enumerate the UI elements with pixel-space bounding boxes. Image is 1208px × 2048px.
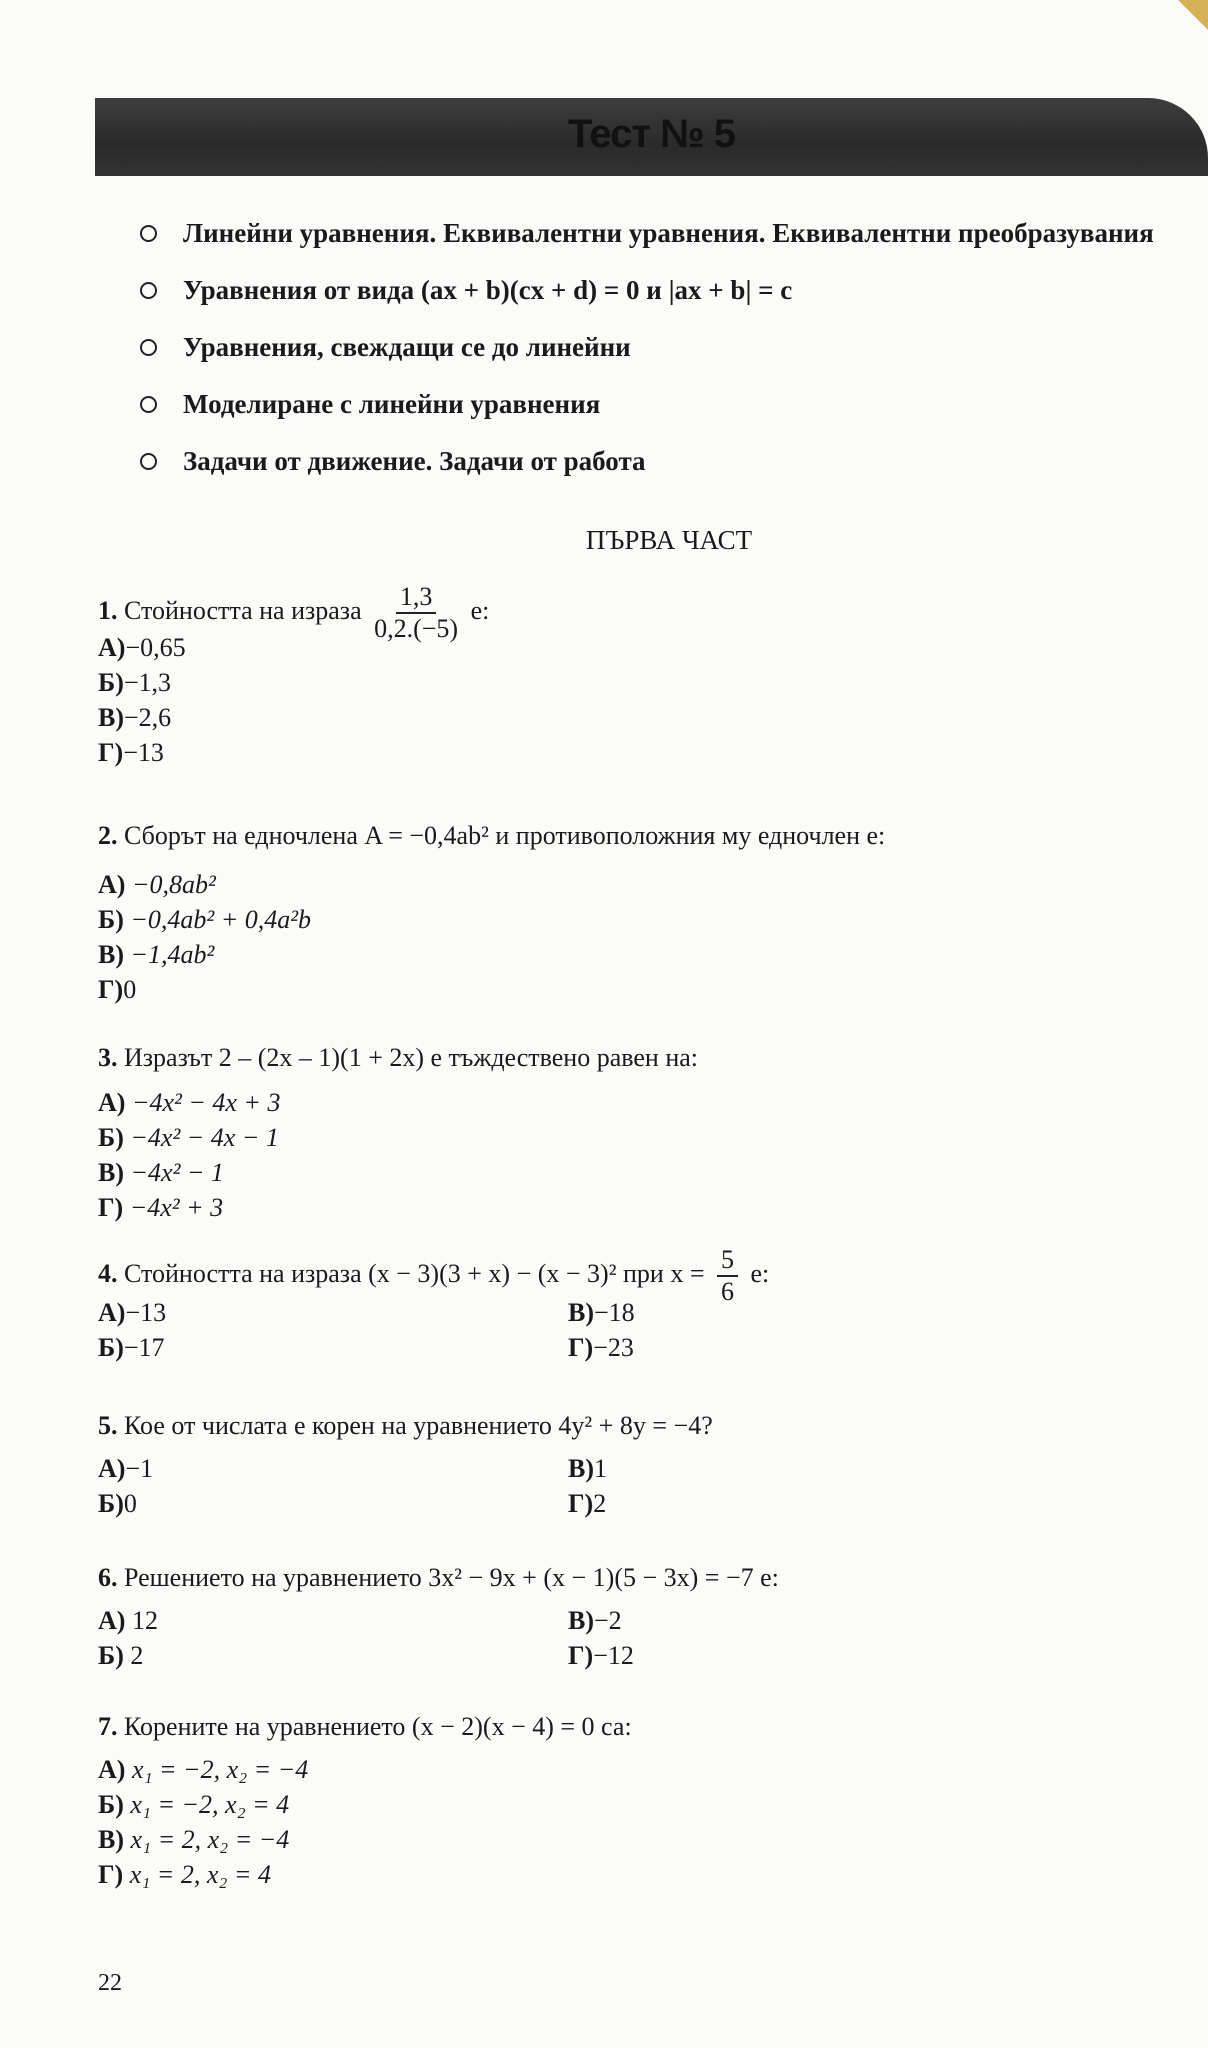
- topic-text: Уравнения от вида (ax + b)(cx + d) = 0 и |ax + b| = c: [183, 275, 793, 305]
- option-letter: Г): [568, 1489, 594, 1518]
- answer-option[interactable]: [98, 1822, 632, 1857]
- question-6: [98, 1560, 779, 1673]
- answer-option[interactable]: [98, 1451, 568, 1486]
- option-letter: Г): [568, 1333, 594, 1362]
- option-text: −4x² − 1: [130, 1158, 224, 1187]
- option-letter: Б): [98, 1333, 124, 1362]
- question-number: 7.: [98, 1712, 118, 1741]
- option-text: x₁ = 2, x₂ = −4: [130, 1825, 290, 1854]
- page-number: 22: [98, 1970, 122, 1996]
- answer-option[interactable]: [98, 1857, 632, 1892]
- part-title: ПЪРВА ЧАСТ: [585, 525, 753, 555]
- option-text: −2: [594, 1606, 622, 1635]
- option-text: x₁ = −2, x₂ = 4: [130, 1790, 290, 1819]
- answer-option[interactable]: [98, 1330, 568, 1365]
- circle-bullet-icon: [140, 396, 157, 413]
- option-text: −0,4ab² + 0,4a²b: [130, 905, 312, 934]
- option-text: −17: [123, 1333, 165, 1362]
- answer-option[interactable]: [98, 1752, 632, 1787]
- option-letter: В): [98, 1158, 124, 1187]
- question-5: [98, 1408, 768, 1521]
- option-text: x₁ = −2, x₂ = −4: [131, 1755, 309, 1784]
- answer-option[interactable]: [98, 700, 489, 735]
- answer-option[interactable]: [98, 1120, 698, 1155]
- answer-option[interactable]: [98, 1638, 568, 1673]
- question-7: [98, 1709, 632, 1892]
- question-stem-end: е:: [470, 595, 490, 625]
- circle-bullet-icon: [140, 453, 157, 470]
- answer-option[interactable]: [98, 1486, 568, 1521]
- test-title: Тест № 5: [567, 112, 736, 156]
- question-stem: Сборът на едночлена A = −0,4ab² и противоположния му едночлен е:: [124, 821, 886, 850]
- fraction: [374, 582, 458, 644]
- option-letter: А): [98, 1298, 126, 1327]
- fraction-numerator: 1,3: [396, 582, 437, 614]
- answer-option[interactable]: [98, 1787, 632, 1822]
- option-text: −4x² + 3: [129, 1193, 224, 1222]
- answer-option[interactable]: [568, 1451, 768, 1486]
- option-text: −2,6: [124, 703, 172, 732]
- option-letter: В): [98, 940, 124, 969]
- topic-item: [140, 376, 1154, 433]
- option-text: 1: [594, 1454, 607, 1483]
- question-stem: Кое от числата е корен на уравнението 4y² + 8y = −4?: [124, 1411, 713, 1440]
- option-letter: А): [98, 1755, 126, 1784]
- option-text: −4x² − 4x + 3: [131, 1088, 281, 1117]
- answer-option[interactable]: [568, 1330, 768, 1365]
- topic-item: [140, 262, 1154, 319]
- question-stem: Решението на уравнението 3x² − 9x + (x − 1)(5 − 3x) = −7 е:: [124, 1563, 779, 1592]
- topic-item: [140, 205, 1154, 262]
- option-letter: А): [98, 633, 126, 662]
- answer-option[interactable]: [98, 665, 489, 700]
- option-text: −1,4ab²: [130, 940, 215, 969]
- topic-text: Уравнения, свеждащи се до линейни: [183, 332, 631, 362]
- option-text: −4x² − 4x − 1: [130, 1123, 279, 1152]
- answer-option[interactable]: [98, 937, 885, 972]
- option-text: −0,65: [125, 633, 186, 662]
- test-header-bar: [95, 98, 1208, 176]
- option-text: −13: [125, 1298, 167, 1327]
- topic-text: Линейни уравнения. Еквивалентни уравнения. Еквивалентни преобразувания: [183, 218, 1154, 248]
- topic-item: [140, 319, 1154, 376]
- option-text: 2: [593, 1489, 607, 1518]
- option-text: −1: [125, 1454, 154, 1483]
- answer-option[interactable]: [568, 1638, 768, 1673]
- option-letter: Г): [568, 1641, 594, 1670]
- question-number: 4.: [98, 1258, 118, 1288]
- option-text: −13: [123, 738, 164, 767]
- answer-option[interactable]: [98, 1603, 568, 1638]
- option-letter: А): [98, 1088, 126, 1117]
- option-letter: Б): [98, 668, 124, 697]
- option-letter: А): [98, 1454, 126, 1483]
- question-stem-end: е:: [750, 1258, 770, 1288]
- fraction-numerator: 5: [717, 1245, 738, 1277]
- question-number: 1.: [98, 595, 118, 625]
- question-number: 3.: [98, 1043, 118, 1072]
- option-letter: Б): [98, 1489, 124, 1518]
- answer-option[interactable]: [98, 1190, 698, 1225]
- topic-text: Задачи от движение. Задачи от работа: [183, 446, 646, 476]
- topics-list: [140, 205, 1154, 490]
- answer-option[interactable]: [98, 735, 489, 770]
- option-letter: В): [568, 1298, 594, 1327]
- circle-bullet-icon: [140, 225, 157, 242]
- option-text: 12: [131, 1606, 158, 1635]
- question-stem: Корените на уравнението (x − 2)(x − 4) = 0 са:: [124, 1712, 632, 1741]
- option-text: 0: [123, 975, 137, 1004]
- circle-bullet-icon: [140, 282, 157, 299]
- question-1: [98, 582, 489, 770]
- option-letter: Г): [98, 1193, 124, 1222]
- option-letter: В): [98, 703, 124, 732]
- topic-text: Моделиране с линейни уравнения: [183, 389, 601, 419]
- option-letter: Г): [98, 738, 124, 767]
- option-text: −12: [593, 1641, 634, 1670]
- option-text: −23: [593, 1333, 634, 1362]
- question-2: [98, 818, 885, 1007]
- option-text: 2: [130, 1641, 144, 1670]
- option-letter: В): [98, 1825, 124, 1854]
- option-text: 0: [123, 1489, 137, 1518]
- topic-item: [140, 433, 1154, 490]
- fraction-denominator: 6: [721, 1277, 734, 1306]
- option-text: −18: [594, 1298, 635, 1327]
- question-stem: Стойността на израза (x − 3)(3 + x) − (x − 3)² при x =: [124, 1258, 705, 1288]
- answer-option[interactable]: [568, 1486, 768, 1521]
- answer-option[interactable]: [98, 867, 885, 902]
- option-letter: Г): [98, 975, 124, 1004]
- question-stem: Стойността на израза: [124, 595, 362, 625]
- option-letter: В): [568, 1606, 594, 1635]
- answer-option[interactable]: [98, 902, 885, 937]
- answer-option[interactable]: [568, 1295, 768, 1330]
- option-letter: Б): [98, 1641, 124, 1670]
- question-number: 2.: [98, 821, 118, 850]
- question-4: [98, 1245, 769, 1365]
- option-text: x₁ = 2, x₂ = 4: [129, 1860, 271, 1889]
- answer-option[interactable]: [98, 1085, 698, 1120]
- question-number: 5.: [98, 1411, 118, 1440]
- answer-option[interactable]: [98, 1295, 568, 1330]
- answer-option[interactable]: [568, 1603, 768, 1638]
- option-letter: А): [98, 1606, 126, 1635]
- option-letter: А): [98, 870, 126, 899]
- option-letter: Б): [98, 1790, 124, 1819]
- question-3: [98, 1040, 698, 1225]
- question-stem: Изразът 2 – (2x – 1)(1 + 2x) е тъждествено равен на:: [124, 1043, 699, 1072]
- answer-option[interactable]: [98, 1155, 698, 1190]
- page-corner-decoration: [1178, 0, 1208, 30]
- option-text: −0,8ab²: [131, 870, 216, 899]
- question-number: 6.: [98, 1563, 118, 1592]
- option-text: −1,3: [123, 668, 172, 697]
- fraction-denominator: 0,2.(−5): [374, 614, 459, 643]
- option-letter: В): [568, 1454, 594, 1483]
- option-letter: Г): [98, 1860, 124, 1889]
- answer-option[interactable]: [98, 972, 885, 1007]
- circle-bullet-icon: [140, 339, 157, 356]
- option-letter: Б): [98, 905, 124, 934]
- option-letter: Б): [98, 1123, 124, 1152]
